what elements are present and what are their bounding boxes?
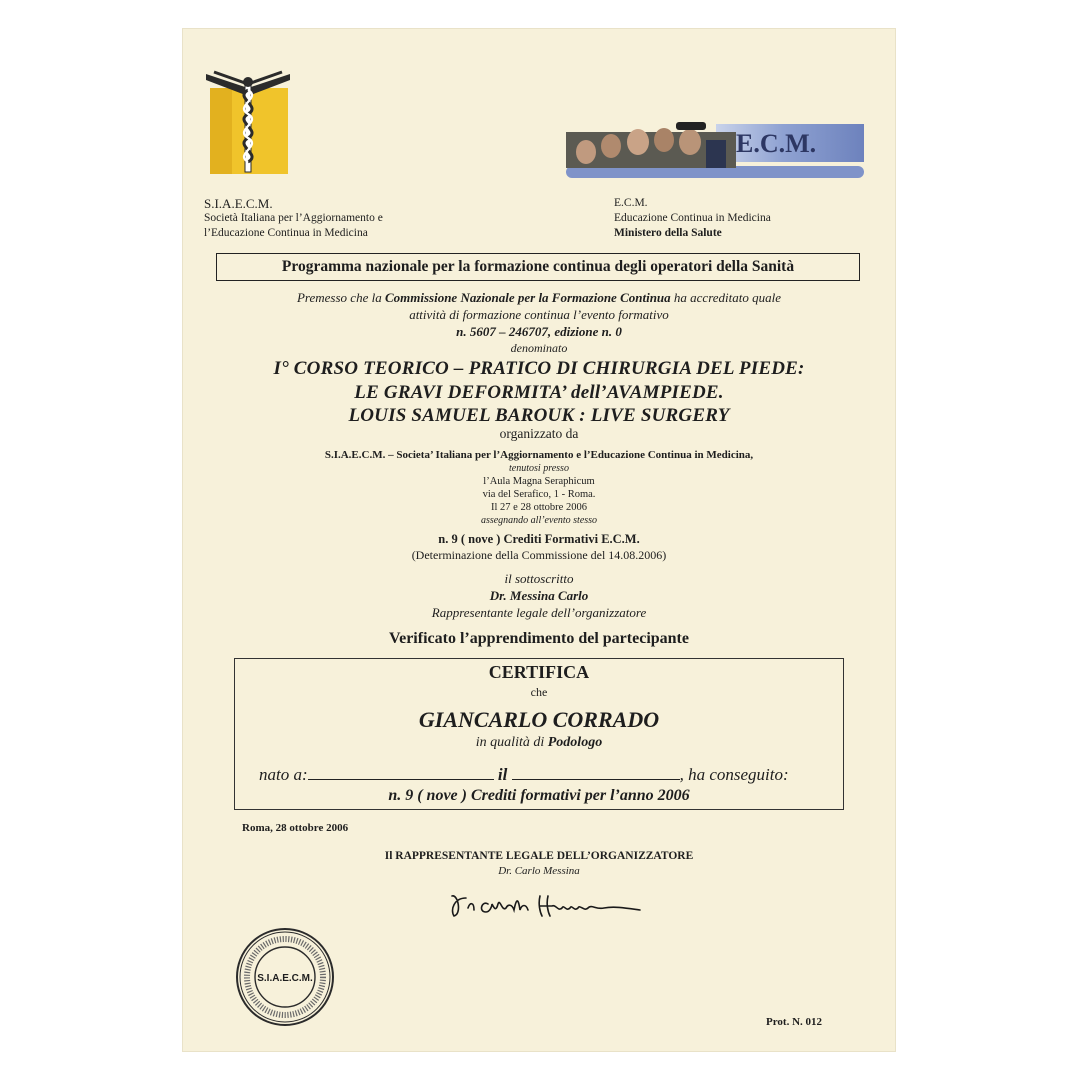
course-title-line3: LOUIS SAMUEL BAROUK : LIVE SURGERY [348, 405, 730, 426]
right-org-acronym: E.C.M. [614, 197, 648, 209]
legal-rep-name: Dr. Carlo Messina [498, 865, 580, 877]
event-code: n. 5607 – 246707, edizione n. 0 [456, 324, 622, 339]
certifica-title: CERTIFICA [488, 662, 590, 682]
right-org-header [614, 196, 771, 241]
nato-a-label: nato a: [259, 765, 308, 784]
course-title-line1: I° CORSO TEORICO – PRATICO DI CHIRURGIA DEL PIEDE: [273, 358, 805, 379]
handwritten-signature [444, 886, 654, 926]
credits-determination: (Determinazione della Commissione del 14.08.2006) [411, 548, 667, 562]
venue-tenutosi: tenutosi presso [509, 463, 569, 474]
profession: Podologo [547, 735, 603, 750]
stamp-center-text: S.I.A.E.C.M. [257, 973, 313, 984]
event-dates: Il 27 e 28 ottobre 2006 [491, 502, 587, 513]
ecm-banner-text: E.C.M. [736, 129, 817, 158]
right-org-name-line1: Educazione Continua in Medicina [614, 212, 771, 224]
conseguito-label: , ha conseguito: [679, 765, 789, 784]
signatory-name: Dr. Messina Carlo [489, 588, 589, 603]
left-org-acronym: S.I.A.E.C.M. [204, 196, 273, 211]
protocol-number: Prot. N. 012 [766, 1016, 823, 1028]
intro-line1 [182, 290, 896, 306]
legal-rep-title: Il RAPPRESENTANTE LEGALE DELL’ORGANIZZATORE [384, 850, 694, 862]
left-org-name-line2: l’Educazione Continua in Medicina [204, 227, 368, 239]
certifica-che: che [530, 685, 548, 699]
course-title-line2: LE GRAVI DEFORMITA’ dell’AVAMPIEDE. [354, 382, 724, 403]
venue-assegnando: assegnando all’evento stesso [480, 515, 598, 526]
venue-place: l’Aula Magna Seraphicum [483, 476, 595, 487]
denominato: denominato [510, 341, 568, 355]
place-date: Roma, 28 ottobre 2006 [242, 822, 349, 834]
il-label: il [497, 765, 508, 784]
ecm-banner-photo-icon [566, 122, 864, 180]
participant-qualification [235, 735, 843, 751]
certificate-box [234, 658, 844, 810]
left-org-header [204, 196, 383, 241]
qualification-prefix: in qualità di [475, 735, 545, 750]
commission-name: Commissione Nazionale per la Formazione Continua [384, 290, 671, 305]
intro-line2: attività di formazione continua l’evento formativo [409, 307, 669, 322]
organized-by: organizzato da [499, 426, 579, 441]
birthplace-blank [308, 763, 494, 780]
intro-post: ha accreditato quale [673, 290, 782, 305]
programme-title: Programma nazionale per la formazione continua degli operatori della Sanità [216, 253, 860, 281]
birth-line [259, 763, 789, 785]
venue-address: via del Serafico, 1 - Roma. [482, 489, 596, 500]
credits-line: n. 9 ( nove ) Crediti Formativi E.C.M. [438, 532, 640, 546]
birthdate-blank [512, 763, 680, 780]
signatory-intro: il sottoscritto [504, 571, 574, 586]
organizer: S.I.A.E.C.M. – Societa’ Italiana per l’Aggiornamento e l’Educazione Continua in Medicina, [324, 449, 754, 461]
participant-name: GIANCARLO CORRADO [418, 707, 660, 732]
intro-pre: Premesso che la [296, 290, 382, 305]
signatory-role: Rappresentante legale dell’organizzatore [431, 605, 647, 620]
caduceus-logo-icon [204, 70, 292, 176]
circular-stamp-icon [234, 926, 336, 1028]
ministry-name: Ministero della Salute [614, 227, 722, 239]
credits-year: n. 9 ( nove ) Crediti formativi per l’anno 2006 [388, 787, 690, 804]
verified-heading: Verificato l’apprendimento del partecipante [389, 630, 689, 647]
left-org-name-line1: Società Italiana per l’Aggiornamento e [204, 212, 383, 224]
certificate-paper [182, 28, 896, 1052]
